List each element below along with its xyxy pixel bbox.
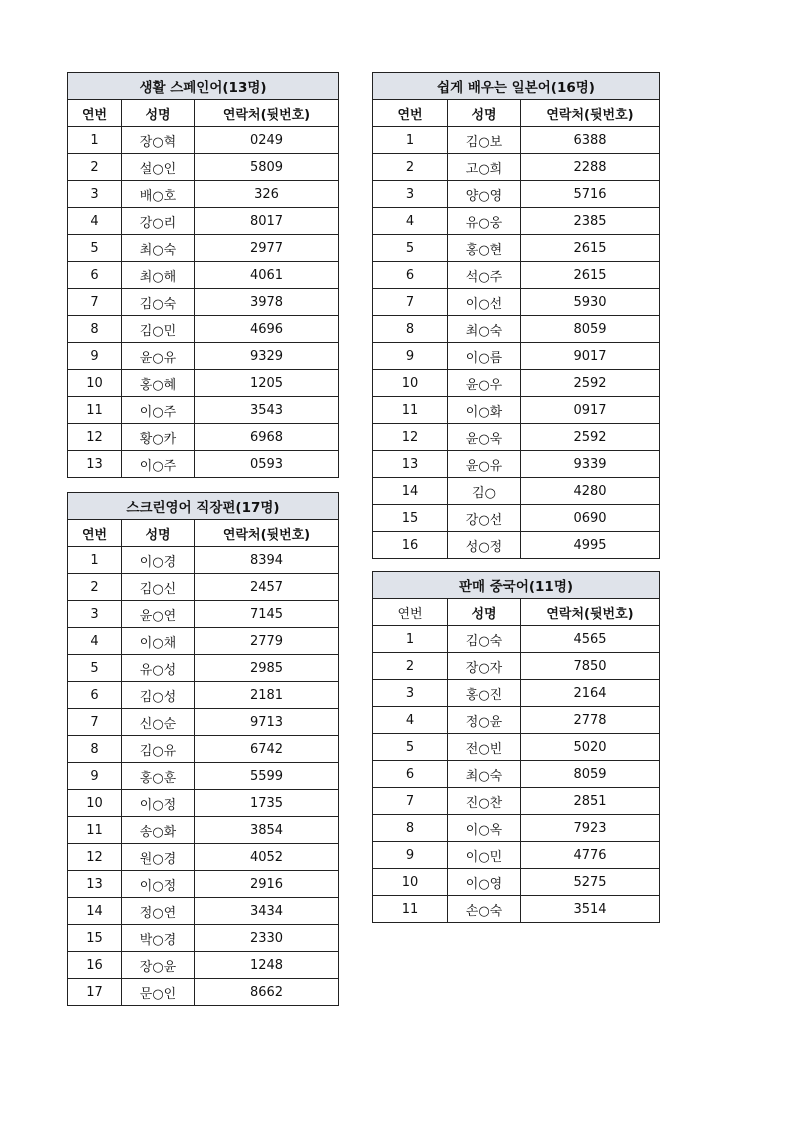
table-row — [68, 736, 339, 763]
member-name: 신○순 — [122, 709, 195, 736]
row-number: 4 — [373, 208, 448, 235]
table-row — [68, 925, 339, 952]
row-number: 3 — [68, 601, 122, 628]
table-row — [68, 709, 339, 736]
row-number: 13 — [68, 451, 122, 478]
table-row — [373, 343, 660, 370]
member-name: 장○혁 — [122, 127, 195, 154]
contact-digits: 5599 — [195, 763, 339, 790]
member-name: 송○화 — [122, 817, 195, 844]
contact-digits: 3854 — [195, 817, 339, 844]
contact-digits: 9713 — [195, 709, 339, 736]
table-row — [68, 871, 339, 898]
member-name: 이○민 — [448, 842, 521, 869]
contact-digits: 2181 — [195, 682, 339, 709]
table-row — [373, 316, 660, 343]
contact-digits: 2985 — [195, 655, 339, 682]
member-name: 홍○훈 — [122, 763, 195, 790]
contact-digits: 0593 — [195, 451, 339, 478]
contact-digits: 6388 — [521, 127, 660, 154]
contact-digits: 2851 — [521, 788, 660, 815]
table-row — [373, 208, 660, 235]
row-number: 11 — [68, 817, 122, 844]
member-name: 홍○현 — [448, 235, 521, 262]
row-number: 12 — [68, 424, 122, 451]
japanese-class-table — [372, 72, 660, 559]
row-number: 13 — [373, 451, 448, 478]
row-number: 5 — [373, 235, 448, 262]
row-number: 2 — [68, 154, 122, 181]
table-row — [373, 761, 660, 788]
table-row — [68, 574, 339, 601]
table-row — [373, 788, 660, 815]
contact-digits: 1248 — [195, 952, 339, 979]
member-name: 원○경 — [122, 844, 195, 871]
table-row — [68, 763, 339, 790]
member-name: 장○자 — [448, 653, 521, 680]
member-name: 정○연 — [122, 898, 195, 925]
member-name: 이○경 — [122, 547, 195, 574]
table-row — [68, 601, 339, 628]
contact-digits: 2164 — [521, 680, 660, 707]
member-name: 김○유 — [122, 736, 195, 763]
member-name: 이○주 — [122, 451, 195, 478]
row-number: 6 — [68, 682, 122, 709]
contact-digits: 4280 — [521, 478, 660, 505]
contact-digits: 2385 — [521, 208, 660, 235]
row-number: 15 — [373, 505, 448, 532]
member-name: 윤○유 — [448, 451, 521, 478]
table-row — [68, 235, 339, 262]
row-number: 10 — [373, 869, 448, 896]
table-row — [373, 680, 660, 707]
table-row — [68, 397, 339, 424]
row-number: 3 — [373, 680, 448, 707]
table-row — [373, 289, 660, 316]
table-row — [68, 979, 339, 1006]
table-row — [68, 844, 339, 871]
contact-digits: 2779 — [195, 628, 339, 655]
contact-digits: 2916 — [195, 871, 339, 898]
contact-digits: 4776 — [521, 842, 660, 869]
column-header-no: 연번 — [68, 100, 122, 127]
member-name: 이○옥 — [448, 815, 521, 842]
row-number: 6 — [373, 262, 448, 289]
column-header-contact: 연락처(뒷번호) — [195, 100, 339, 127]
member-name: 박○경 — [122, 925, 195, 952]
row-number: 4 — [373, 707, 448, 734]
table-row — [68, 898, 339, 925]
row-number: 16 — [373, 532, 448, 559]
member-name: 손○숙 — [448, 896, 521, 923]
member-name: 고○희 — [448, 154, 521, 181]
member-name: 윤○우 — [448, 370, 521, 397]
contact-digits: 2615 — [521, 262, 660, 289]
member-name: 이○영 — [448, 869, 521, 896]
row-number: 14 — [68, 898, 122, 925]
table-row — [68, 208, 339, 235]
member-name: 김○민 — [122, 316, 195, 343]
column-header-name: 성명 — [122, 100, 195, 127]
row-number: 5 — [68, 235, 122, 262]
contact-digits: 2330 — [195, 925, 339, 952]
table-row — [68, 790, 339, 817]
table-row — [68, 682, 339, 709]
row-number: 15 — [68, 925, 122, 952]
member-name: 장○윤 — [122, 952, 195, 979]
contact-digits: 5716 — [521, 181, 660, 208]
table-row — [68, 547, 339, 574]
contact-digits: 7923 — [521, 815, 660, 842]
contact-digits: 4995 — [521, 532, 660, 559]
contact-digits: 8017 — [195, 208, 339, 235]
row-number: 9 — [373, 343, 448, 370]
table-row — [68, 817, 339, 844]
member-name: 석○주 — [448, 262, 521, 289]
row-number: 1 — [68, 547, 122, 574]
member-name: 황○카 — [122, 424, 195, 451]
chinese-class-table — [372, 571, 660, 923]
contact-digits: 6968 — [195, 424, 339, 451]
contact-digits: 0690 — [521, 505, 660, 532]
table-row — [373, 815, 660, 842]
contact-digits: 9017 — [521, 343, 660, 370]
contact-digits: 5809 — [195, 154, 339, 181]
table-row — [373, 734, 660, 761]
member-name: 이○화 — [448, 397, 521, 424]
contact-digits: 1205 — [195, 370, 339, 397]
table-row — [373, 653, 660, 680]
member-name: 홍○진 — [448, 680, 521, 707]
row-number: 11 — [373, 896, 448, 923]
member-name: 문○인 — [122, 979, 195, 1006]
member-name: 이○정 — [122, 871, 195, 898]
contact-digits: 4565 — [521, 626, 660, 653]
row-number: 7 — [373, 788, 448, 815]
contact-digits: 8059 — [521, 316, 660, 343]
row-number: 4 — [68, 208, 122, 235]
column-header-no: 연번 — [373, 100, 448, 127]
table-row — [373, 505, 660, 532]
contact-digits: 4052 — [195, 844, 339, 871]
row-number: 8 — [68, 736, 122, 763]
row-number: 8 — [373, 316, 448, 343]
member-name: 양○영 — [448, 181, 521, 208]
row-number: 1 — [373, 626, 448, 653]
contact-digits: 3434 — [195, 898, 339, 925]
member-name: 진○찬 — [448, 788, 521, 815]
row-number: 3 — [68, 181, 122, 208]
member-name: 유○성 — [122, 655, 195, 682]
table-row — [68, 289, 339, 316]
member-name: 최○숙 — [448, 761, 521, 788]
contact-digits: 3514 — [521, 896, 660, 923]
contact-digits: 9339 — [521, 451, 660, 478]
row-number: 9 — [373, 842, 448, 869]
table-row — [373, 451, 660, 478]
contact-digits: 4696 — [195, 316, 339, 343]
row-number: 5 — [68, 655, 122, 682]
table-row — [373, 154, 660, 181]
member-name: 이○주 — [122, 397, 195, 424]
row-number: 1 — [68, 127, 122, 154]
contact-digits: 326 — [195, 181, 339, 208]
contact-digits: 4061 — [195, 262, 339, 289]
table-row — [373, 532, 660, 559]
row-number: 7 — [373, 289, 448, 316]
table-row — [68, 370, 339, 397]
row-number: 10 — [68, 790, 122, 817]
member-name: 김○숙 — [122, 289, 195, 316]
contact-digits: 3543 — [195, 397, 339, 424]
member-name: 김○보 — [448, 127, 521, 154]
table-row — [68, 127, 339, 154]
member-name: 설○인 — [122, 154, 195, 181]
row-number: 5 — [373, 734, 448, 761]
column-header-no: 연번 — [373, 599, 448, 626]
contact-digits: 7145 — [195, 601, 339, 628]
row-number: 4 — [68, 628, 122, 655]
table-row — [373, 181, 660, 208]
contact-digits: 7850 — [521, 653, 660, 680]
table-title: 판매 중국어(11명) — [373, 572, 660, 599]
row-number: 9 — [68, 763, 122, 790]
column-header-no: 연번 — [68, 520, 122, 547]
contact-digits: 0917 — [521, 397, 660, 424]
row-number: 12 — [373, 424, 448, 451]
row-number: 14 — [373, 478, 448, 505]
contact-digits: 8394 — [195, 547, 339, 574]
table-row — [68, 154, 339, 181]
contact-digits: 2977 — [195, 235, 339, 262]
member-name: 강○선 — [448, 505, 521, 532]
member-name: 강○리 — [122, 208, 195, 235]
contact-digits: 2288 — [521, 154, 660, 181]
contact-digits: 9329 — [195, 343, 339, 370]
row-number: 9 — [68, 343, 122, 370]
row-number: 3 — [373, 181, 448, 208]
table-row — [373, 707, 660, 734]
table-row — [373, 478, 660, 505]
table-row — [373, 424, 660, 451]
contact-digits: 2592 — [521, 424, 660, 451]
member-name: 최○해 — [122, 262, 195, 289]
contact-digits: 2778 — [521, 707, 660, 734]
member-name: 이○채 — [122, 628, 195, 655]
member-name: 김○숙 — [448, 626, 521, 653]
table-row — [373, 370, 660, 397]
column-header-name: 성명 — [122, 520, 195, 547]
table-row — [373, 869, 660, 896]
table-row — [373, 127, 660, 154]
member-name: 김○성 — [122, 682, 195, 709]
row-number: 17 — [68, 979, 122, 1006]
table-row — [373, 262, 660, 289]
table-title: 생활 스페인어(13명) — [68, 73, 339, 100]
member-name: 윤○욱 — [448, 424, 521, 451]
contact-digits: 2457 — [195, 574, 339, 601]
contact-digits: 3978 — [195, 289, 339, 316]
table-row — [68, 316, 339, 343]
column-header-contact: 연락처(뒷번호) — [521, 599, 660, 626]
row-number: 6 — [373, 761, 448, 788]
contact-digits: 8059 — [521, 761, 660, 788]
member-name: 김○ — [448, 478, 521, 505]
row-number: 1 — [373, 127, 448, 154]
member-name: 최○숙 — [122, 235, 195, 262]
table-row — [373, 842, 660, 869]
table-title: 쉽게 배우는 일본어(16명) — [373, 73, 660, 100]
contact-digits: 8662 — [195, 979, 339, 1006]
contact-digits: 1735 — [195, 790, 339, 817]
member-name: 김○신 — [122, 574, 195, 601]
member-name: 윤○유 — [122, 343, 195, 370]
table-row — [373, 626, 660, 653]
row-number: 16 — [68, 952, 122, 979]
row-number: 10 — [68, 370, 122, 397]
table-row — [68, 424, 339, 451]
contact-digits: 5275 — [521, 869, 660, 896]
table-row — [373, 397, 660, 424]
member-name: 홍○혜 — [122, 370, 195, 397]
contact-digits: 2615 — [521, 235, 660, 262]
column-header-name: 성명 — [448, 100, 521, 127]
row-number: 2 — [373, 653, 448, 680]
member-name: 배○호 — [122, 181, 195, 208]
screen-english-class-table — [67, 492, 339, 1006]
table-row — [68, 952, 339, 979]
member-name: 이○선 — [448, 289, 521, 316]
member-name: 성○정 — [448, 532, 521, 559]
column-header-name: 성명 — [448, 599, 521, 626]
row-number: 7 — [68, 289, 122, 316]
table-row — [373, 896, 660, 923]
row-number: 6 — [68, 262, 122, 289]
table-row — [68, 628, 339, 655]
row-number: 10 — [373, 370, 448, 397]
row-number: 2 — [68, 574, 122, 601]
member-name: 전○빈 — [448, 734, 521, 761]
row-number: 13 — [68, 871, 122, 898]
member-name: 최○숙 — [448, 316, 521, 343]
column-header-contact: 연락처(뒷번호) — [195, 520, 339, 547]
table-row — [68, 181, 339, 208]
table-row — [68, 655, 339, 682]
table-row — [373, 235, 660, 262]
table-row — [68, 343, 339, 370]
row-number: 2 — [373, 154, 448, 181]
column-header-contact: 연락처(뒷번호) — [521, 100, 660, 127]
member-name: 윤○연 — [122, 601, 195, 628]
table-title: 스크린영어 직장편(17명) — [68, 493, 339, 520]
contact-digits: 0249 — [195, 127, 339, 154]
spanish-class-table — [67, 72, 339, 478]
table-row — [68, 451, 339, 478]
row-number: 11 — [68, 397, 122, 424]
contact-digits: 5020 — [521, 734, 660, 761]
table-row — [68, 262, 339, 289]
member-name: 이○정 — [122, 790, 195, 817]
row-number: 8 — [373, 815, 448, 842]
member-name: 정○윤 — [448, 707, 521, 734]
contact-digits: 2592 — [521, 370, 660, 397]
contact-digits: 6742 — [195, 736, 339, 763]
member-name: 유○웅 — [448, 208, 521, 235]
row-number: 11 — [373, 397, 448, 424]
row-number: 12 — [68, 844, 122, 871]
contact-digits: 5930 — [521, 289, 660, 316]
row-number: 8 — [68, 316, 122, 343]
member-name: 이○름 — [448, 343, 521, 370]
row-number: 7 — [68, 709, 122, 736]
